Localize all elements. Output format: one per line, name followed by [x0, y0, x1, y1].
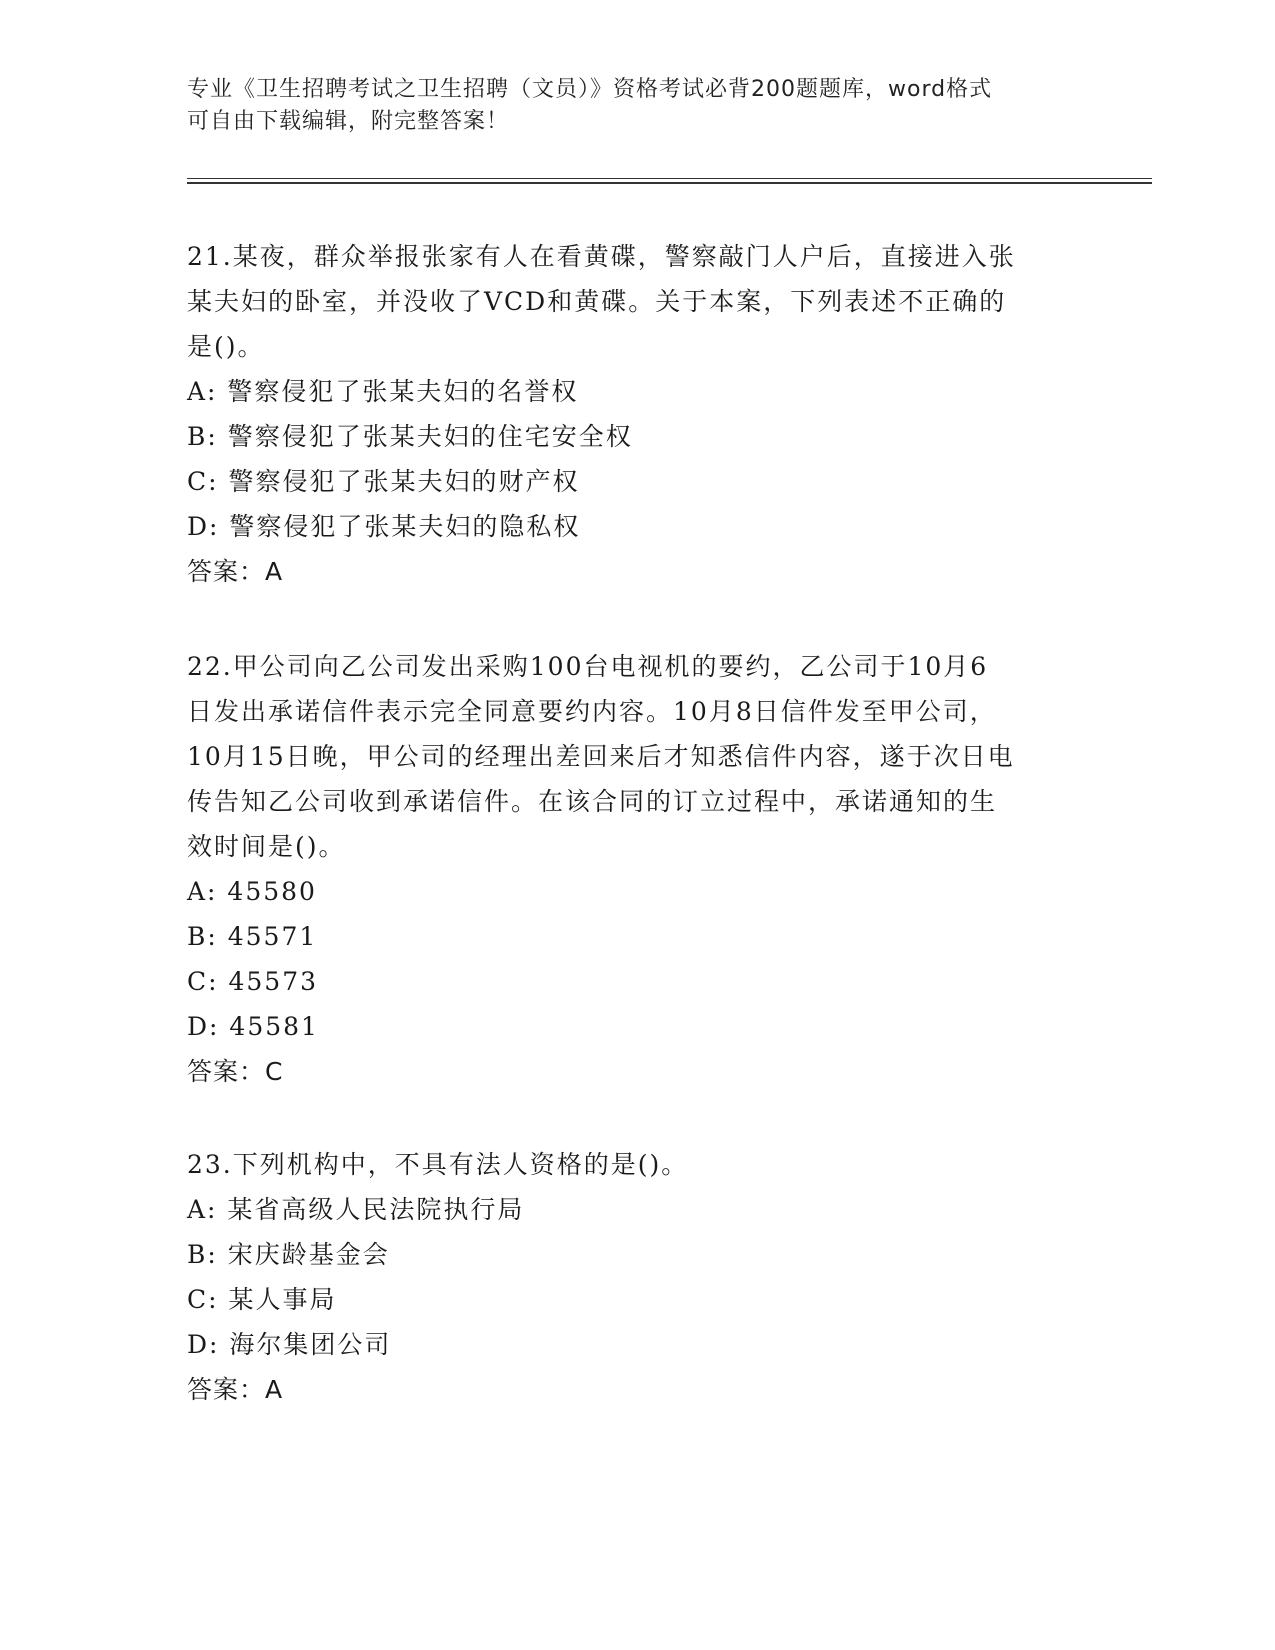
header-divider: [187, 178, 1152, 179]
question-23: [187, 1142, 1087, 1412]
option-a: A: 45580: [187, 877, 317, 906]
document-header: [187, 74, 1087, 138]
question-stem-line: 某夫妇的卧室，并没收了VCD和黄碟。关于本案，下列表述不正确的: [187, 287, 1007, 316]
question-21: [187, 234, 1087, 594]
option-b: B: 宋庆龄基金会: [187, 1240, 390, 1269]
question-stem-line: 是()。: [187, 332, 265, 361]
question-stem-line: 传告知乙公司收到承诺信件。在该合同的订立过程中，承诺通知的生: [187, 787, 998, 816]
question-stem-line: 效时间是()。: [187, 832, 346, 861]
option-c: C: 警察侵犯了张某夫妇的财产权: [187, 467, 580, 496]
option-a: A: 警察侵犯了张某夫妇的名誉权: [187, 377, 579, 406]
option-d: D: 警察侵犯了张某夫妇的隐私权: [187, 512, 581, 541]
question-stem-line: 日发出承诺信件表示完全同意要约内容。10月8日信件发至甲公司，: [187, 697, 997, 726]
option-c: C: 某人事局: [187, 1285, 337, 1314]
option-b: B: 45571: [187, 922, 318, 951]
answer: 答案：C: [187, 1057, 284, 1086]
option-d: D: 海尔集团公司: [187, 1330, 392, 1359]
option-b: B: 警察侵犯了张某夫妇的住宅安全权: [187, 422, 633, 451]
option-a: A: 某省高级人民法院执行局: [187, 1195, 525, 1224]
option-d: D: 45581: [187, 1012, 319, 1041]
answer: 答案：A: [187, 1375, 284, 1404]
header-line: 专业《卫生招聘考试之卫生招聘（文员）》资格考试必背200题题库，word格式: [187, 77, 993, 102]
question-stem-line: 23.下列机构中，不具有法人资格的是()。: [187, 1150, 689, 1179]
header-line: 可自由下载编辑，附完整答案！: [187, 109, 510, 134]
question-22: [187, 644, 1087, 1094]
answer: 答案：A: [187, 557, 284, 586]
question-stem-line: 21.某夜，群众举报张家有人在看黄碟，警察敲门人户后，直接进入张: [187, 242, 1016, 271]
question-stem-line: 10月15日晚，甲公司的经理出差回来后才知悉信件内容，遂于次日电: [187, 742, 1015, 771]
header-divider: [187, 182, 1152, 184]
question-stem-line: 22.甲公司向乙公司发出采购100台电视机的要约，乙公司于10月6: [187, 652, 989, 681]
option-c: C: 45573: [187, 967, 319, 996]
